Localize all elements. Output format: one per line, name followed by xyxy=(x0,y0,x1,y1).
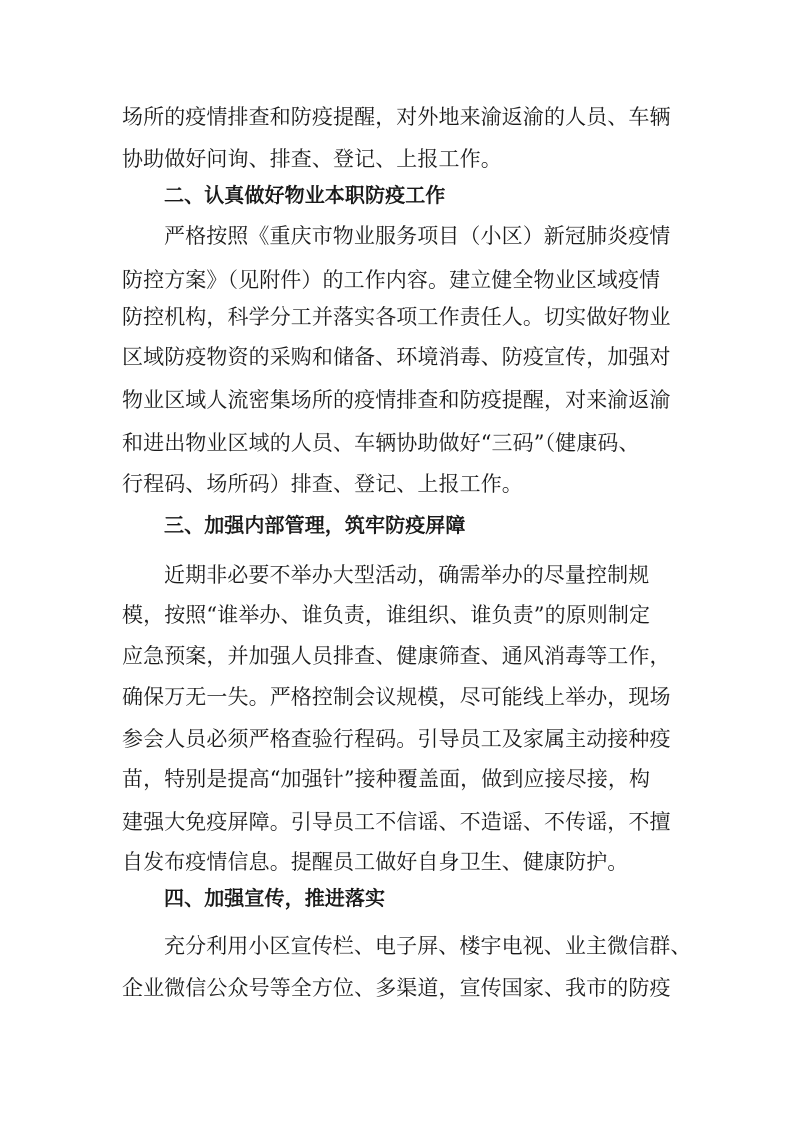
paragraph-first-line: 近期非必要不举办大型活动，确需举办的尽量控制规 xyxy=(164,563,650,587)
body-text-line: 企业微信公众号等全方位、多渠道，宣传国家、我市的防疫 xyxy=(122,976,671,1000)
body-text-line: 自发布疫情信息。提醒员工做好自身卫生、健康防护。 xyxy=(122,850,629,874)
paragraph-first-line: 充分利用小区宣传栏、电子屏、楼宇电视、业主微信群、 xyxy=(164,934,692,958)
body-text-line: 模，按照“谁举办、谁负责，谁组织、谁负责”的原则制定 xyxy=(122,603,651,627)
body-text-line: 确保万无一失。严格控制会议规模，尽可能线上举办，现场 xyxy=(122,685,671,709)
section-heading: 三、加强内部管理，筑牢防疫屏障 xyxy=(164,513,466,537)
body-text-line: 防控机构，科学分工并落实各项工作责任人。切实做好物业 xyxy=(122,305,671,329)
body-text-line: 行程码、场所码）排查、登记、上报工作。 xyxy=(122,472,523,496)
body-text-line: 物业区域人流密集场所的疫情排查和防疫提醒，对来渝返渝 xyxy=(122,388,671,412)
body-text-line: 参会人员必须严格查验行程码。引导员工及家属主动接种疫 xyxy=(122,727,671,751)
body-text-line: 场所的疫情排查和防疫提醒，对外地来渝返渝的人员、车辆 xyxy=(122,105,671,129)
body-text-line: 苗，特别是提高“加强针”接种覆盖面，做到应接尽接，构 xyxy=(122,767,651,791)
section-heading: 四、加强宣传，推进落实 xyxy=(164,886,386,910)
body-text-line: 区域防疫物资的采购和储备、环境消毒、防疫宣传，加强对 xyxy=(122,345,671,369)
body-text-line: 建强大免疫屏障。引导员工不信谣、不造谣、不传谣，不擅 xyxy=(122,810,671,834)
paragraph-first-line: 严格按照《重庆市物业服务项目（小区）新冠肺炎疫情 xyxy=(164,224,671,248)
body-text-line: 防控方案》（见附件）的工作内容。建立健全物业区域疫情 xyxy=(122,268,661,292)
body-text-line: 协助做好问询、排查、登记、上报工作。 xyxy=(122,147,502,171)
section-heading: 二、认真做好物业本职防疫工作 xyxy=(164,183,446,207)
body-text-line: 应急预案，并加强人员排查、健康筛查、通风消毒等工作， xyxy=(122,644,671,668)
body-text-line: 和进出物业区域的人员、车辆协助做好“三码”（健康码、 xyxy=(122,431,640,455)
